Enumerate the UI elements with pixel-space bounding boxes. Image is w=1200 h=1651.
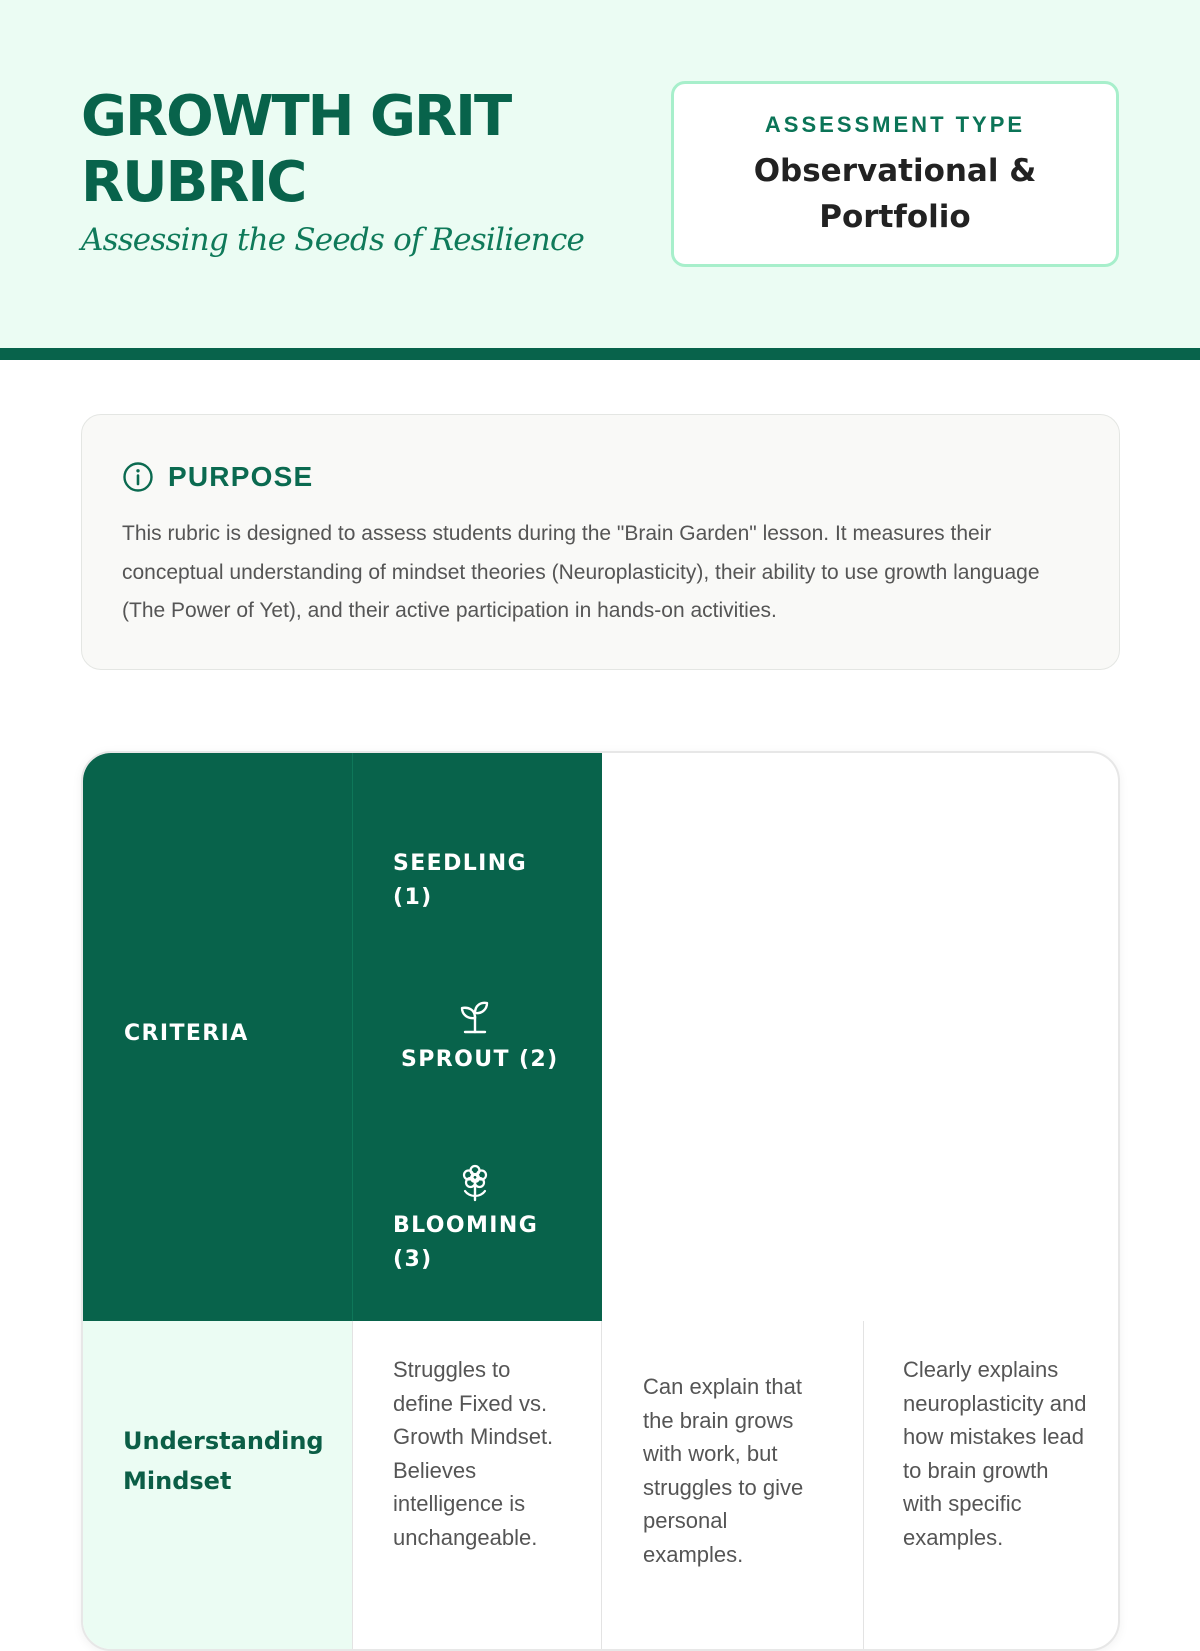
sprout-icon xyxy=(457,997,493,1037)
level-seedling-label: SEEDLING (1) xyxy=(393,851,528,910)
column-divider xyxy=(601,1321,602,1651)
flower-icon xyxy=(457,1163,493,1203)
criteria-header-cell xyxy=(83,753,352,1321)
header-banner xyxy=(0,0,1200,360)
cell-seedling: Struggles to define Fixed vs. Growth Mindset. Believes intelligence is unchangeable. xyxy=(393,1357,554,1550)
assessment-type-card xyxy=(671,81,1119,267)
info-icon xyxy=(122,461,154,493)
criterion-name: Understanding Mindset xyxy=(123,1427,324,1495)
level-blooming-label: BLOOMING (3) xyxy=(393,1213,539,1272)
rubric-table xyxy=(81,751,1120,1651)
assessment-type-label: ASSESSMENT TYPE xyxy=(764,112,1026,137)
level-sprout-label: SPROUT (2) xyxy=(401,1047,559,1072)
column-divider xyxy=(863,1321,864,1651)
cell-blooming: Clearly explains neuroplasticity and how mistakes lead to brain growth with specific examples. xyxy=(903,1357,1087,1550)
criteria-header: CRITERIA xyxy=(124,1021,249,1046)
cell-sprout: Can explain that the brain grows with work, but struggles to give personal examples. xyxy=(643,1374,804,1567)
assessment-type-value: Observational & Portfolio xyxy=(753,153,1037,235)
page-title: GROWTH GRIT RUBRIC xyxy=(81,84,511,215)
purpose-heading xyxy=(122,461,313,493)
page-subtitle: Assessing the Seeds of Resilience xyxy=(81,222,585,258)
purpose-title: PURPOSE xyxy=(168,461,314,492)
levels-header-cell xyxy=(352,753,602,1321)
purpose-card xyxy=(81,414,1120,670)
column-divider xyxy=(352,1321,353,1651)
purpose-text: This rubric is designed to assess students during the "Brain Garden" lesson. It measures their conceptual understanding of mindset theories (Neuroplasticity), their ability to use growth language (The Power of Yet), and their active participation in hands-on activities. xyxy=(122,522,1040,622)
